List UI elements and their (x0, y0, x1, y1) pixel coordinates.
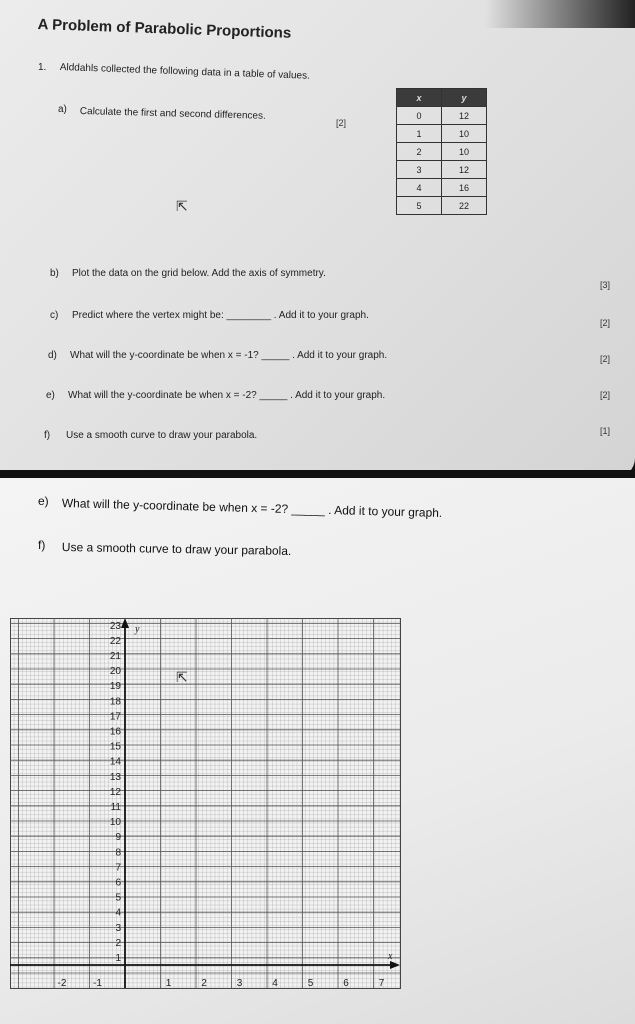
table-cell: 10 (442, 125, 487, 143)
qc-text: Predict where the vertex might be: ________ . Add it to your graph. (72, 310, 369, 321)
qc-marks: [2] (600, 318, 611, 328)
y-tick-label: 8 (115, 847, 121, 859)
table-cell: 10 (442, 143, 487, 161)
y-axis-label: y (135, 624, 140, 635)
y-tick-label: 12 (109, 786, 121, 798)
qe-marks: [2] (600, 390, 611, 400)
table-header-x: x (397, 89, 442, 107)
table-cell: 4 (397, 179, 442, 197)
y-tick-label: 20 (109, 666, 121, 678)
worksheet-title: A Problem of Parabolic Proportions (37, 16, 292, 42)
q1-text: Alddahls collected the following data in a table of values. (59, 62, 311, 82)
table-cell: 22 (442, 197, 487, 215)
qf-label: f) (44, 430, 51, 441)
y-tick-label: 1 (115, 953, 121, 964)
table-row (397, 107, 487, 125)
table-cell: 5 (397, 197, 442, 215)
qf-text: Use a smooth curve to draw your parabola. (66, 430, 258, 441)
qb-text: Plot the data on the grid below. Add the axis of symmetry. (72, 268, 326, 279)
lower-qf-text: Use a smooth curve to draw your parabola. (61, 540, 292, 559)
y-tick-label: 15 (109, 741, 121, 753)
qa-label: a) (58, 104, 67, 115)
qc-label: c) (50, 310, 59, 321)
y-tick-label: 17 (109, 711, 121, 723)
worksheet-photo-top (0, 0, 635, 478)
x-axis-label: x (388, 951, 393, 962)
lower-qe-label: e) (38, 494, 49, 508)
x-tick-label: 2 (201, 978, 207, 989)
y-tick-label: 6 (115, 877, 121, 889)
y-tick-label: 2 (115, 937, 121, 949)
q1-number: 1. (38, 62, 47, 73)
x-tick-label: 7 (378, 978, 385, 989)
y-tick-label: 5 (115, 892, 121, 904)
qd-label: d) (48, 350, 57, 361)
table-cell: 12 (442, 161, 487, 179)
qd-marks: [2] (600, 354, 611, 364)
table-row (397, 143, 487, 161)
y-tick-label: 18 (109, 696, 121, 708)
x-tick-label: 3 (236, 978, 243, 989)
table-cell: 12 (442, 107, 487, 125)
qd-text: What will the y-coordinate be when x = -1? _____ . Add it to your graph. (70, 350, 388, 361)
table-cell: 16 (442, 179, 487, 197)
qe-text: What will the y-coordinate be when x = -2? _____ . Add it to your graph. (68, 390, 386, 401)
mouse-pointer-icon: ⇱ (176, 669, 188, 685)
y-tick-label: 14 (109, 756, 121, 768)
qf-marks: [1] (600, 426, 611, 436)
coordinate-grid (10, 618, 402, 1002)
x-tick-label: 6 (343, 978, 349, 989)
x-tick-label: 1 (165, 978, 172, 989)
y-tick-label: 9 (115, 832, 121, 844)
dark-corner (485, 0, 635, 28)
x-tick-label: 4 (272, 978, 278, 989)
y-tick-label: 19 (109, 681, 121, 693)
table-row (397, 197, 487, 215)
qa-marks: [2] (336, 118, 347, 128)
y-tick-label: 13 (109, 771, 121, 783)
qe-label: e) (46, 390, 55, 401)
x-tick-label: 5 (307, 978, 314, 989)
table-cell: 0 (397, 107, 442, 125)
lower-qe-text: What will the y-coordinate be when x = -2? _____ . Add it to your graph. (61, 496, 443, 520)
values-table (396, 88, 487, 215)
y-tick-label: 11 (110, 802, 121, 813)
qb-marks: [3] (600, 280, 611, 290)
table-header-y: y (442, 89, 487, 107)
table-cell: 1 (397, 125, 442, 143)
y-tick-label: 21 (109, 651, 121, 662)
table-row (397, 161, 487, 179)
y-tick-label: 22 (109, 635, 121, 647)
x-tick-label: -2 (57, 978, 67, 989)
table-cell: 3 (397, 161, 442, 179)
mouse-pointer-icon: ⇱ (176, 198, 188, 214)
y-tick-label: 4 (115, 907, 121, 919)
y-tick-label: 7 (115, 862, 121, 874)
qb-label: b) (50, 268, 59, 279)
table-row (397, 179, 487, 197)
qa-text: Calculate the first and second differences. (79, 106, 266, 122)
x-tick-label: -1 (93, 978, 102, 989)
y-tick-label: 3 (115, 922, 121, 934)
y-tick-label: 23 (109, 620, 121, 632)
table-cell: 2 (397, 143, 442, 161)
y-tick-label: 16 (109, 726, 121, 738)
y-tick-label: 10 (109, 817, 121, 829)
lower-qf-label: f) (38, 538, 46, 552)
table-row (397, 125, 487, 143)
